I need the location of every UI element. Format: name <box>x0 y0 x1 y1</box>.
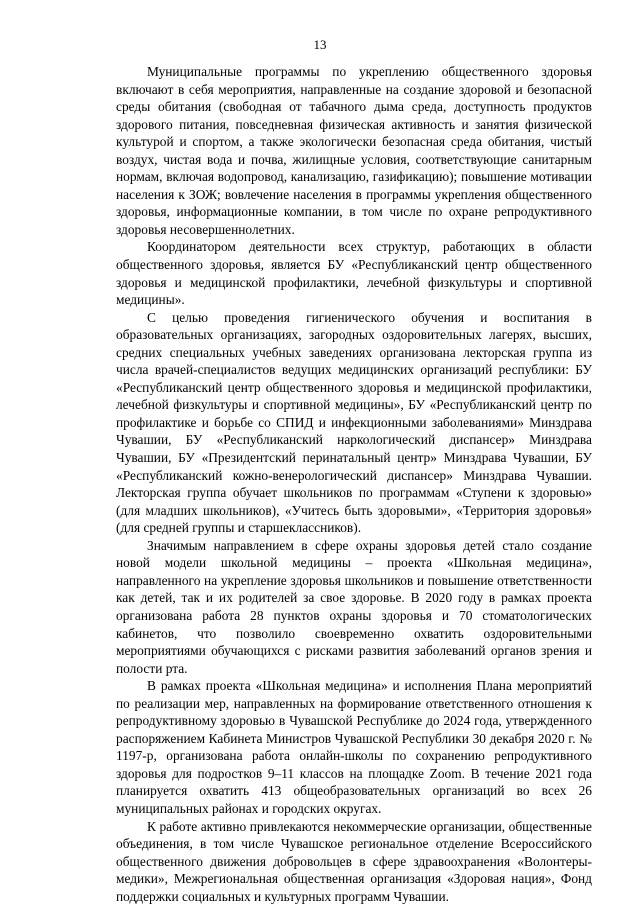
paragraph: Муниципальные программы по укреплению общественного здоровья включают в себя мероприятия, направленные на создание здоровой и безопасной среды обитания (свободная от табачного дыма среда, доступность продуктов здорового питания, повседневная физическая активность и занятия физической культурой и спортом, а также экологически безопасная среда обитания, чистый воздух, чистая вода и почва, жилищные условия, соответствующие санитарным нормам, включая водопровод, канализацию, газификацию); повышение мотивации населения к ЗОЖ; вовлечение населения в программы укрепления общественного здоровья, информационные компании, в том числе по охране репродуктивного здоровья несовершеннолетних. <box>116 64 592 237</box>
paragraph: С целью проведения гигиенического обучения и воспитания в образовательных организациях, загородных оздоровительных лагерях, высших, средних специальных учебных заведениях организована лекторская группа из числа врачей-специалистов ведущих медицинских организаций республики: БУ «Республиканский центр общественного здоровья и медицинской профилактики, лечебной физкультуры и спортивной медицины», БУ «Республиканский центр по профилактике и борьбе со СПИД и инфекционными заболеваниями» Минздрава Чувашии, БУ «Республиканский наркологический диспансер» Минздрава Чувашии, БУ «Президентский перинатальный центр» Минздрава Чувашии, БУ «Республиканский кожно-венерологический диспансер» Минздрава Чувашии. Лекторская группа обучает школьников по программам «Ступени к здоровью» (для младших школьников), «Учитесь быть здоровыми», «Территория здоровья» (для средней группы и старшеклассников). <box>116 309 592 536</box>
paragraph: К работе активно привлекаются некоммерческие организации, общественные объединения, в том числе Чувашское региональное отделение Всероссийского общественного движения добровольцев в сфере здравоохранения «Волонтеры-медики», Межрегиональная общественная организация «Здоровая нация», Фонд поддержки социальных и культурных программ Чувашии. <box>116 818 592 904</box>
document-body <box>116 63 592 905</box>
paragraph: Координатором деятельности всех структур, работающих в области общественного здоровья, является БУ «Республиканский центр общественного здоровья и медицинской профилактики, лечебной физкультуры и спортивной медицины». <box>116 239 592 308</box>
page-number: 13 <box>313 37 327 52</box>
paragraph: Значимым направлением в сфере охраны здоровья детей стало создание новой модели школьной медицины – проекта «Школьная медицина», направленного на укрепление здоровья школьников и повышение ответственности как детей, так и их родителей за свое здоровье. В 2020 году в рамках проекта организована работа 28 пунктов охраны здоровья и 70 стоматологических кабинетов, что позволило своевременно охватить оздоровительными мероприятиями обучающихся с рисками развития заболеваний органов зрения и полости рта. <box>116 537 592 676</box>
paragraph: В рамках проекта «Школьная медицина» и исполнения Плана мероприятий по реализации мер, направленных на формирование ответственного отношения к репродуктивному здоровью в Чувашской Республике до 2024 года, утвержденного распоряжением Кабинета Министров Чувашской Республики 30 декабря 2020 г. № 1197-р, организована работа онлайн-школы по сохранению репродуктивного здоровья для подростков 9–11 классов на площадке Zoom. В течение 2021 года планируется охватить 413 общеобразовательных организаций во всех 26 муниципальных районах и городских округах. <box>116 678 592 816</box>
